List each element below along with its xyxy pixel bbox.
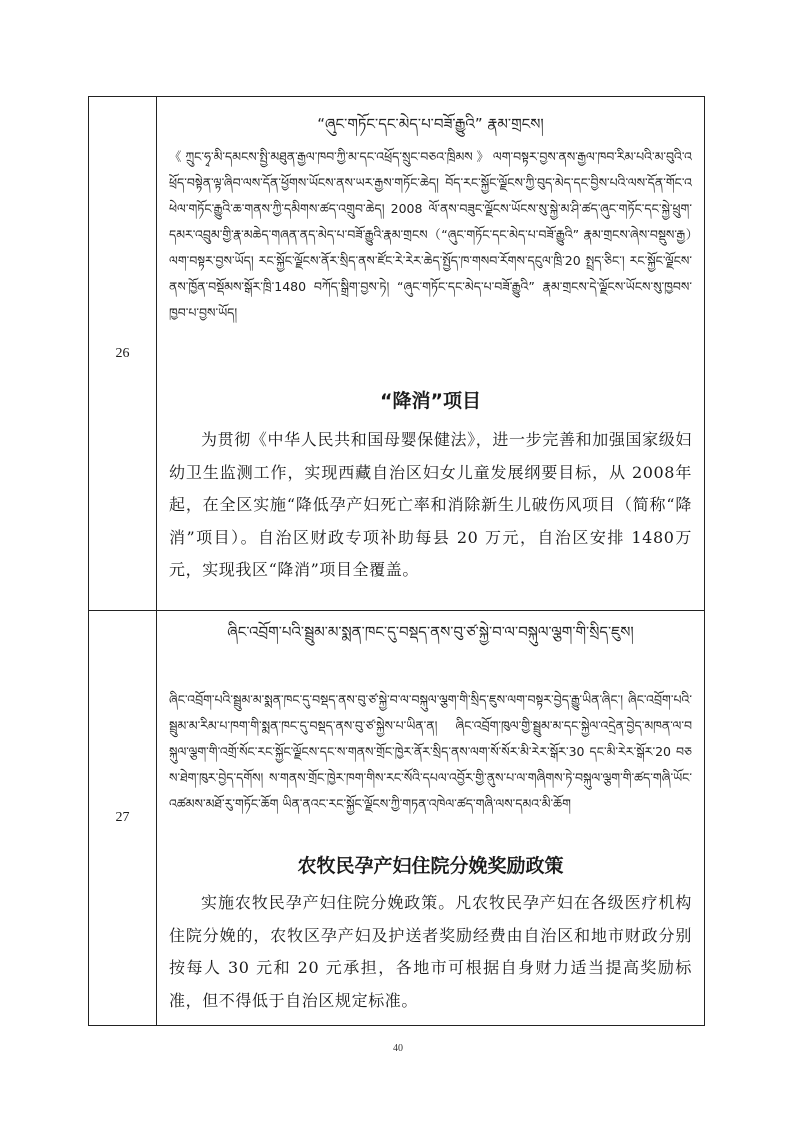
row-content	[156, 611, 704, 1025]
row-number: 26	[89, 97, 157, 610]
chinese-paragraph: 为贯彻《中华人民共和国母婴保健法》，进一步完善和加强国家级妇幼卫生监测工作，实现西藏自治区妇女儿童发展纲要目标，从 2008年起，在全区实施“降低孕产妇死亡率和消除新生儿破伤风项目（简称“降消”项目）。自治区财政专项补助每县 20 万元，自治区安排 1480万元，实现我区“降消”项目全覆盖。	[169, 430, 692, 579]
chinese-title: 农牧民孕产妇住院分娩奖励政策	[297, 855, 564, 877]
table-row	[89, 97, 704, 611]
tibetan-paragraph: 《ཀྲུང་ཧྭ་མི་དམངས་སྤྱི་མཐུན་རྒྱལ་ཁབ་ཀྱི་མ་དང་འཕྲོད་སྲུང་བཅའ་ཁྲིམས》ལག་བསྟར་བྱས་ནས་རྒྱལ་ཁབ་རིམ་པའི་མ་བུའི་འཕྲོད་བསྟེན་ལྟ་ཞིབ་ལས་དོན་ཕྱོགས་ཡོངས་ནས་ཡར་རྒྱས་གཏོང་ཆེད། བོད་རང་སྐྱོང་ལྗོངས་ཀྱི་བུད་མེད་དང་བྱིས་པའི་ལས་དོན་གོང་འཕེལ་གཏོང་རྒྱུའི་ཆ་གནས་ཀྱི་དམིགས་ཚད་འགྲུབ་ཆེད། 2008 ལོ་ནས་བཟུང་ལྗོངས་ཡོངས་སུ་སྐྱེ་མ་ཤི་ཚད་ཞུང་གཏོང་དང་སྐྱེ་ཕྲུག་དམར་འབྲུམ་གྱི་རྣ་མཆེད་གཞན་ནད་མེད་པ་བཟོ་རྒྱུའི་རྣམ་གྲངས（“ཞུང་གཏོང་དང་མེད་པ་བཟོ་རྒྱུའི” རྣམ་གྲངས་ཞེས་བསྡུས་རྒྱ）ལག་བསྟར་བྱས་ཡོད། རང་སྐྱོང་ལྗོངས་ནོར་སྲིད་ནས་ཛོང་རེ་རེར་ཆེད་སྤྱོད་ཁ་གསབ་རོགས་དངུལ་ཁྲི་20 སྤྲད་ཅིང་། རང་སྐྱོང་ལྗོངས་ནས་ཁྱོན་བསྡོམས་སྒོར་ཁྲི་1480 བཀོད་སྒྲིག་བྱས་ཏེ། “ཞུང་གཏོང་དང་མེད་པ་བཟོ་རྒྱུའི” རྣམ་གྲངས་དེ་ལྗོངས་ཡོངས་སུ་ཁྱབས་ཁྱབ་པ་བྱས་ཡོད།	[169, 149, 692, 320]
policy-table	[88, 96, 705, 1026]
chinese-title: “降消”项目	[380, 390, 481, 412]
page-number: 40	[393, 1043, 403, 1054]
table-row	[89, 611, 704, 1025]
row-content	[156, 97, 704, 610]
tibetan-title: “ཞུང་གཏོང་དང་མེད་པ་བཟོ་རྒྱུའི” རྣམ་གྲངས།	[317, 115, 544, 133]
chinese-paragraph: 实施农牧民孕产妇住院分娩政策。凡农牧民孕产妇在各级医疗机构住院分娩的，农牧区孕产妇及护送者奖励经费由自治区和地市财政分别按每人 30 元和 20 元承担，各地市可根据自身财力适当提高奖励标准，但不得低于自治区规定标准。	[169, 893, 692, 1010]
tibetan-title: ཞིང་འབྲོག་པའི་སྦྲུམ་མ་སྨན་ཁང་དུ་བསྡད་ནས་བུ་ཙ་སྐྱེ་བ་ལ་བསྐུལ་ལྕག་གི་སྲིད་ཇུས།	[227, 623, 634, 641]
tibetan-paragraph: ཞིང་འབྲོག་པའི་སྦྲུམ་མ་སྨན་ཁང་དུ་བསྡད་ནས་བུ་ཙ་སྐྱེ་བ་ལ་བསྐུལ་ལྕག་གི་སྲིད་ཇུས་ལག་བསྟར་བྱེད་རྒྱུ་ཡིན་ཞིང་། ཞིང་འབྲོག་པའི་སྦྲུམ་མ་རིམ་པ་ཁག་གི་སྨན་ཁང་དུ་བསྡད་ནས་བུ་ཙ་སྐྱེས་པ་ཡིན་ན། ཞིང་འབྲོག་ཁུལ་གྱི་སྦྲུམ་མ་དང་སྐྱེལ་འདྲེན་བྱེད་མཁན་ལ་བསྐུལ་ལྕག་གི་འགྲོ་སོང་རང་སྐྱོང་ལྗོངས་དང་ས་གནས་གྲོང་ཁྱེར་ནོར་སྲིད་ནས་ལག་སོ་སོར་མི་རེར་སྒོར་30 དང་མི་རེར་སྒོར་20 བཅས་ཐེག་ཁུར་བྱེད་དགོས། ས་གནས་གྲོང་ཁྱེར་ཁག་གིས་རང་སོའི་དཔལ་འབྱོར་གྱི་ནུས་པ་ལ་གཞིགས་ཏེ་བསྐུལ་ལྕག་གི་ཚད་གཞི་ཡོང་འཚམས་མཐོ་རུ་གཏོང་ཆོག ཡིན་ནའང་རང་སྐྱོང་ལྗོངས་ཀྱི་གཏན་འཁེལ་ཚད་གཞི་ལས་དམའ་མི་ཆོག	[169, 692, 692, 811]
row-number: 27	[89, 611, 157, 1025]
